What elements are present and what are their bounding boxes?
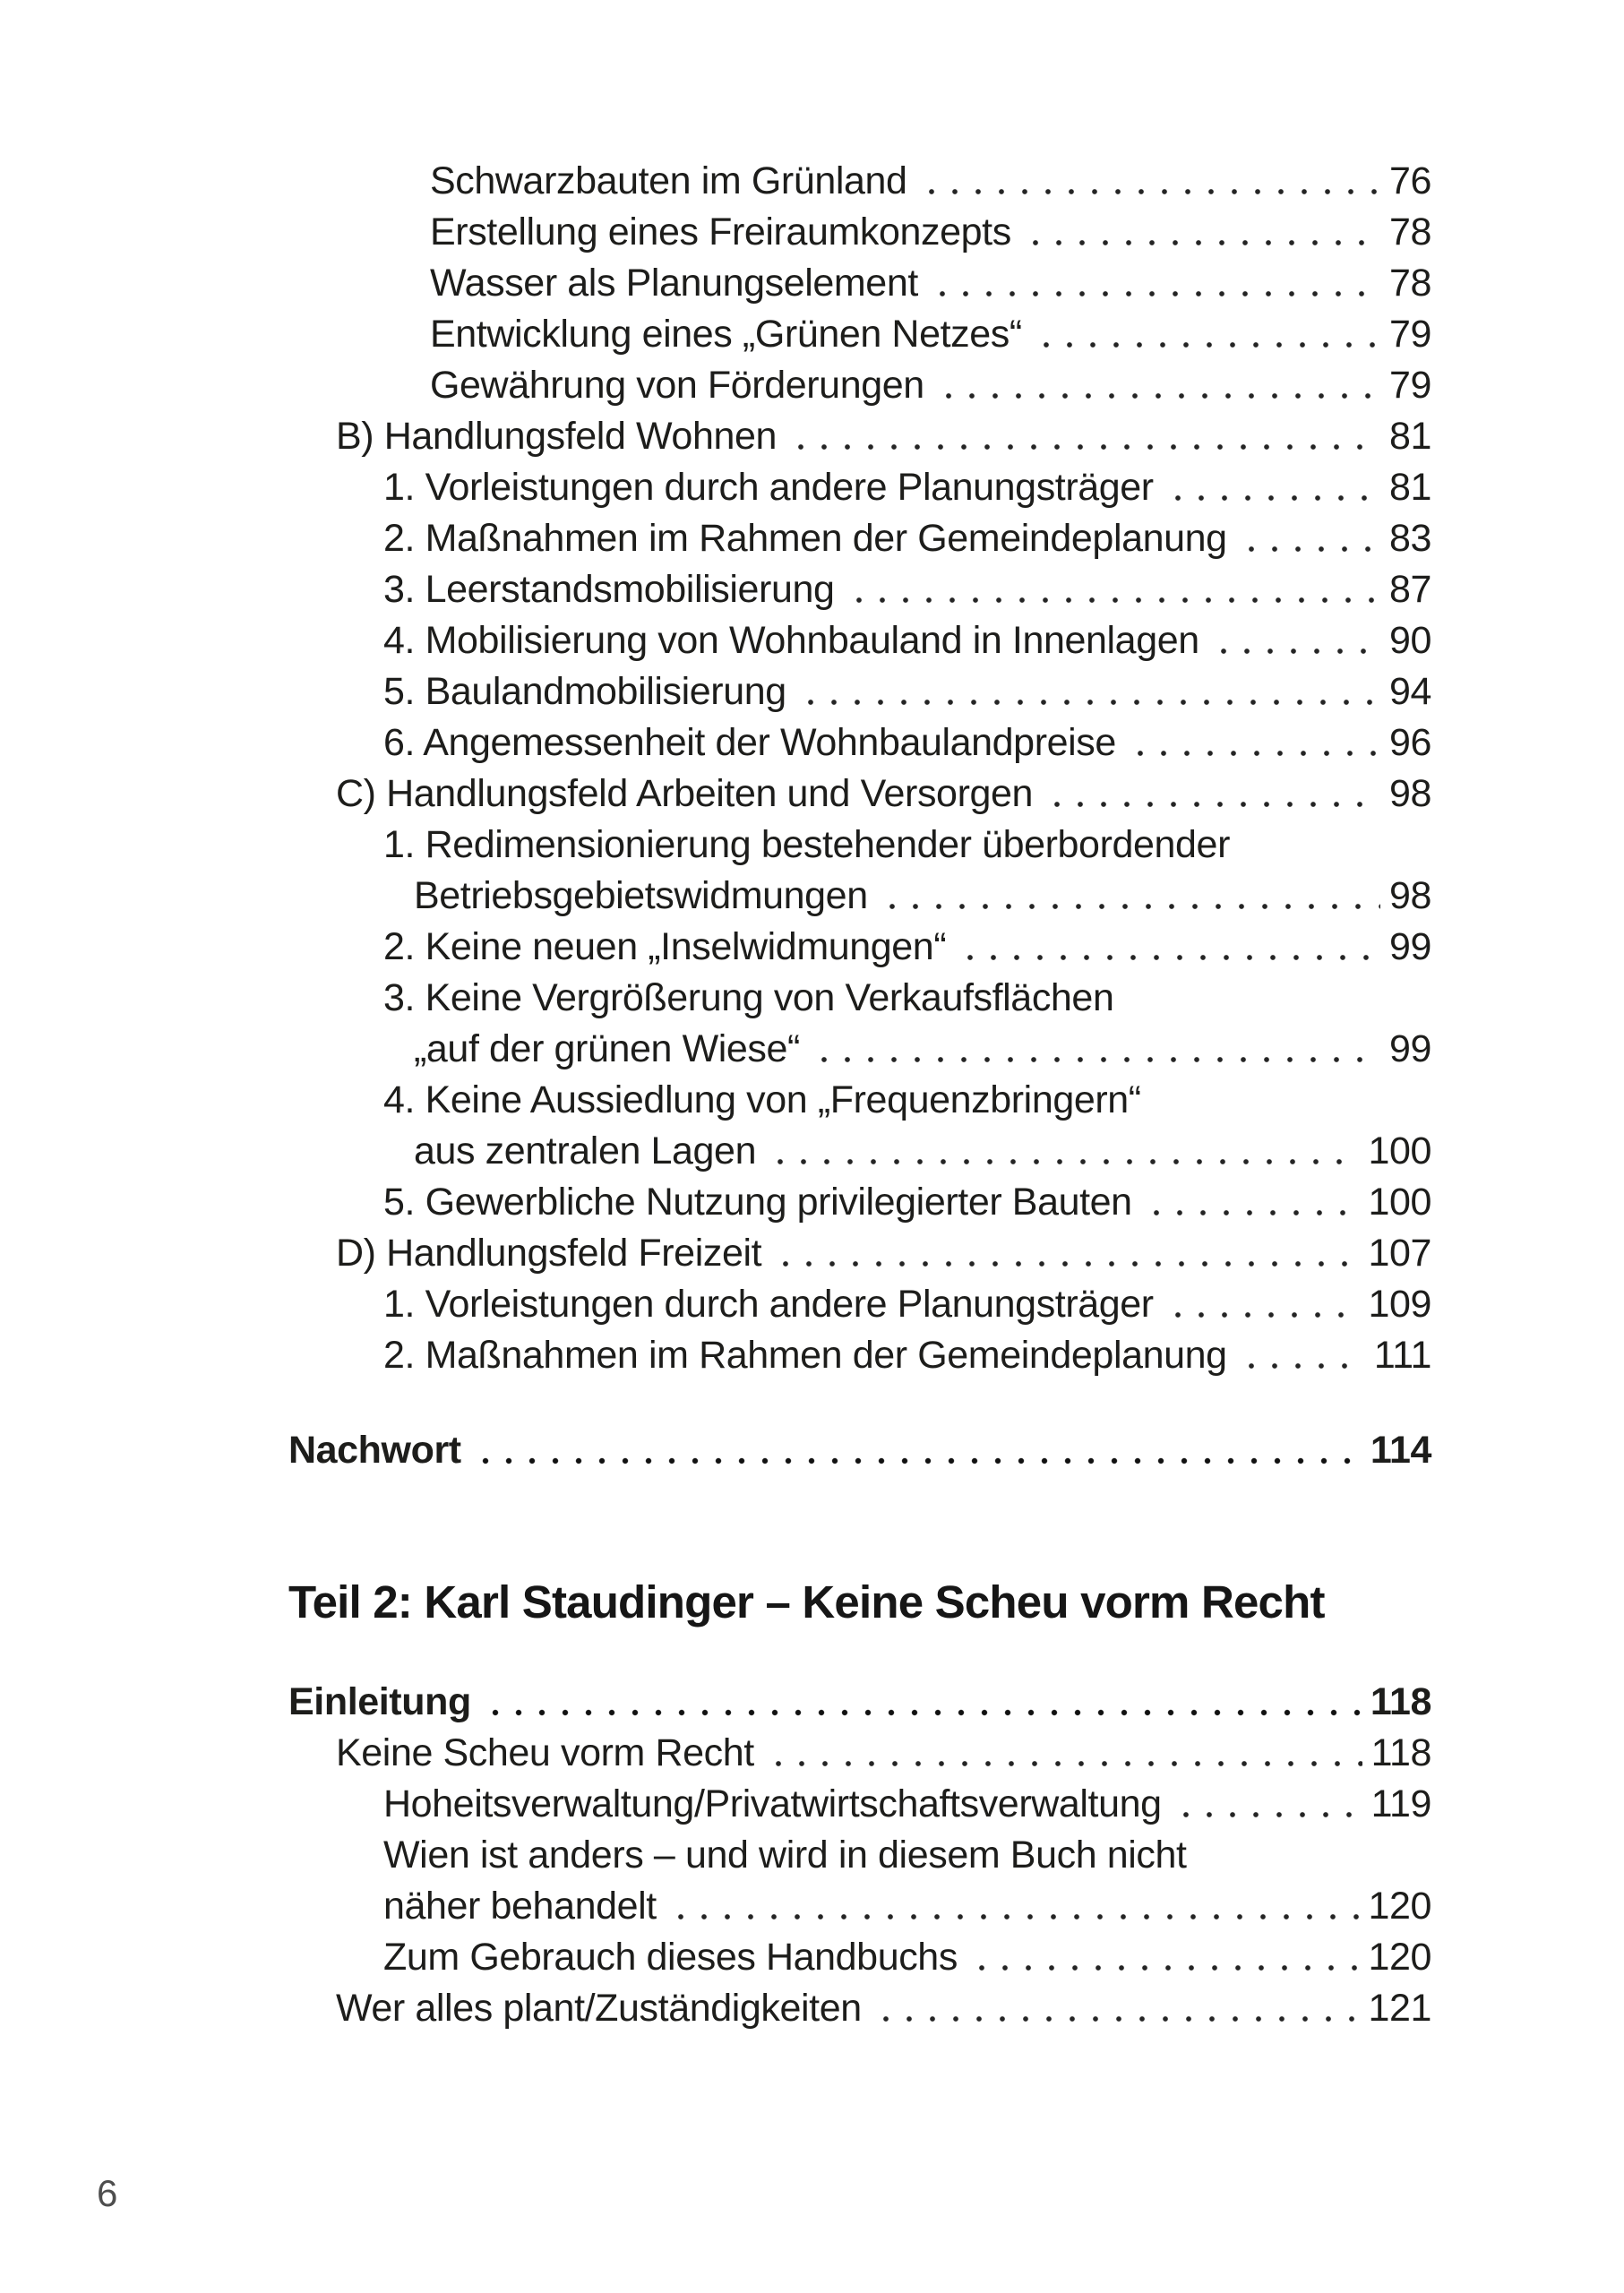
toc-entry-label: Wien ist anders – und wird in diesem Buch nicht	[383, 1834, 1187, 1876]
toc-entry-page: 90	[1388, 619, 1431, 662]
dot-leader	[1174, 1779, 1362, 1830]
toc-entry-page: 96	[1388, 721, 1431, 764]
toc-entry-page: 79	[1388, 313, 1431, 356]
toc-entry-page: 118	[1371, 1731, 1431, 1774]
toc-entry-page: 120	[1368, 1885, 1431, 1928]
toc-entry	[288, 309, 1431, 360]
dot-leader	[1145, 1177, 1360, 1228]
toc-entry	[288, 1228, 1431, 1279]
toc-entry	[288, 973, 1431, 1024]
toc-entry-label: 2. Maßnahmen im Rahmen der Gemeindeplanung	[383, 517, 1227, 560]
toc-entry	[288, 207, 1431, 258]
dot-leader	[1240, 1330, 1365, 1381]
toc-entry-label: Wer alles plant/Zuständigkeiten	[336, 1987, 862, 2030]
toc-entry-label: B) Handlungsfeld Wohnen	[336, 415, 777, 458]
toc-entry-label: 3. Leerstandsmobilisierung	[383, 568, 835, 611]
toc-entry	[288, 1779, 1431, 1830]
toc-entry-label: D) Handlungsfeld Freizeit	[336, 1232, 762, 1275]
dot-leader	[789, 411, 1380, 462]
toc-entry	[288, 1024, 1431, 1075]
dot-leader	[769, 1126, 1359, 1177]
toc-nachwort	[288, 1425, 1431, 1476]
dot-leader	[669, 1881, 1360, 1932]
toc-entry-page: 120	[1368, 1936, 1431, 1979]
toc-entry	[288, 1932, 1431, 1983]
toc-entry-label: Betriebsgebietswidmungen	[414, 874, 868, 917]
toc-entry-label: 4. Mobilisierung von Wohnbauland in Innenlagen	[383, 619, 1199, 662]
dot-leader	[1240, 513, 1380, 564]
dot-leader	[1212, 615, 1380, 666]
toc-entry	[288, 1425, 1431, 1476]
toc-entry	[288, 564, 1431, 615]
toc-entry-page: 100	[1368, 1181, 1431, 1224]
toc-entry-page: 98	[1388, 772, 1431, 815]
toc-entry-label: 2. Maßnahmen im Rahmen der Gemeindeplanung	[383, 1334, 1227, 1377]
toc-entry-label: Nachwort	[288, 1429, 461, 1472]
toc-entry-page: 81	[1388, 415, 1431, 458]
toc-entry	[288, 1728, 1431, 1779]
dot-leader	[1166, 1279, 1360, 1330]
toc-part2-list	[288, 1677, 1431, 2034]
toc-entry-label: Entwicklung eines „Grünen Netzes“	[430, 313, 1022, 356]
toc-entry-page: 78	[1388, 262, 1431, 305]
toc-entry-label: 1. Redimensionierung bestehender überbordender	[383, 823, 1230, 866]
toc-part1-list	[288, 156, 1431, 1381]
toc-entry-page: 118	[1370, 1680, 1431, 1723]
toc-entry-label: Hoheitsverwaltung/Privatwirtschaftsverwaltung	[383, 1782, 1162, 1825]
toc-entry	[288, 1677, 1431, 1728]
toc-entry-label: Erstellung eines Freiraumkonzepts	[430, 210, 1011, 253]
toc-entry-page: 78	[1388, 210, 1431, 253]
dot-leader	[937, 360, 1380, 411]
dot-leader	[484, 1677, 1362, 1728]
toc-entry-label: 5. Baulandmobilisierung	[383, 670, 786, 713]
dot-leader	[1024, 207, 1380, 258]
toc-entry	[288, 258, 1431, 309]
toc-entry	[288, 1983, 1431, 2034]
toc-entry-label: 4. Keine Aussiedlung von „Frequenzbringern“	[383, 1078, 1141, 1121]
toc-entry-label: Einleitung	[288, 1680, 471, 1723]
toc-entry-label: 6. Angemessenheit der Wohnbaulandpreise	[383, 721, 1116, 764]
toc-entry-page: 119	[1371, 1782, 1431, 1825]
toc-entry-label: 1. Vorleistungen durch andere Planungsträger	[383, 466, 1154, 509]
toc-entry	[288, 1075, 1431, 1126]
toc-entry-label: 1. Vorleistungen durch andere Planungsträger	[383, 1283, 1154, 1326]
part2-heading: Teil 2: Karl Staudinger – Keine Scheu vorm Recht	[288, 1576, 1325, 1627]
toc-entry-page: 87	[1388, 568, 1431, 611]
toc-entry-page: 99	[1388, 925, 1431, 968]
toc-entry-page: 94	[1388, 670, 1431, 713]
toc-entry	[288, 1126, 1431, 1177]
toc-entry-page: 98	[1388, 874, 1431, 917]
toc-entry-page: 100	[1368, 1129, 1431, 1172]
toc-entry-label: Keine Scheu vorm Recht	[336, 1731, 754, 1774]
toc-entry	[288, 717, 1431, 769]
toc-entry	[288, 411, 1431, 462]
dot-leader	[1129, 717, 1380, 769]
dot-leader	[970, 1932, 1360, 1983]
toc-entry-page: 83	[1388, 517, 1431, 560]
toc-entry-label: Gewährung von Förderungen	[430, 364, 924, 407]
dot-leader	[812, 1024, 1380, 1075]
dot-leader	[767, 1728, 1362, 1779]
toc-content	[288, 156, 1431, 2034]
dot-leader	[1045, 769, 1380, 820]
toc-entry-label: 5. Gewerbliche Nutzung privilegierter Bauten	[383, 1181, 1132, 1224]
toc-entry-page: 107	[1368, 1232, 1431, 1275]
toc-entry-page: 81	[1388, 466, 1431, 509]
dot-leader	[1166, 462, 1380, 513]
toc-entry-label: „auf der grünen Wiese“	[414, 1027, 800, 1070]
dot-leader	[931, 258, 1380, 309]
toc-entry	[288, 769, 1431, 820]
toc-entry	[288, 666, 1431, 717]
dot-leader	[881, 871, 1380, 922]
toc-entry	[288, 615, 1431, 666]
toc-entry-page: 99	[1388, 1027, 1431, 1070]
toc-entry-label: Schwarzbauten im Grünland	[430, 159, 907, 202]
folio-page-number: 6	[97, 2172, 118, 2214]
toc-entry	[288, 1881, 1431, 1932]
toc-entry-label: Zum Gebrauch dieses Handbuchs	[383, 1936, 958, 1979]
dot-leader	[799, 666, 1380, 717]
toc-entry-label: C) Handlungsfeld Arbeiten und Versorgen	[336, 772, 1034, 815]
toc-entry-page: 76	[1388, 159, 1431, 202]
toc-entry-page: 121	[1368, 1987, 1431, 2030]
toc-entry	[288, 1177, 1431, 1228]
toc-entry	[288, 513, 1431, 564]
dot-leader	[958, 922, 1380, 973]
toc-entry	[288, 1830, 1431, 1881]
toc-entry-label: näher behandelt	[383, 1885, 657, 1928]
toc-entry-label: aus zentralen Lagen	[414, 1129, 757, 1172]
toc-entry	[288, 1279, 1431, 1330]
dot-leader	[920, 156, 1380, 207]
dot-leader	[1035, 309, 1380, 360]
toc-entry	[288, 1330, 1431, 1381]
dot-leader	[474, 1425, 1362, 1476]
toc-entry-label: Wasser als Planungselement	[430, 262, 918, 305]
toc-entry-page: 79	[1388, 364, 1431, 407]
toc-entry-label: 2. Keine neuen „Inselwidmungen“	[383, 925, 947, 968]
toc-entry-page: 114	[1370, 1429, 1431, 1472]
toc-entry	[288, 462, 1431, 513]
toc-entry	[288, 360, 1431, 411]
toc-entry	[288, 156, 1431, 207]
dot-leader	[874, 1983, 1360, 2034]
toc-entry	[288, 820, 1431, 871]
toc-entry-page: 111	[1373, 1334, 1431, 1377]
toc-entry	[288, 922, 1431, 973]
toc-entry	[288, 871, 1431, 922]
toc-entry-label: 3. Keine Vergrößerung von Verkaufsflächen	[383, 976, 1114, 1019]
dot-leader	[774, 1228, 1359, 1279]
toc-entry-page: 109	[1368, 1283, 1431, 1326]
dot-leader	[847, 564, 1380, 615]
